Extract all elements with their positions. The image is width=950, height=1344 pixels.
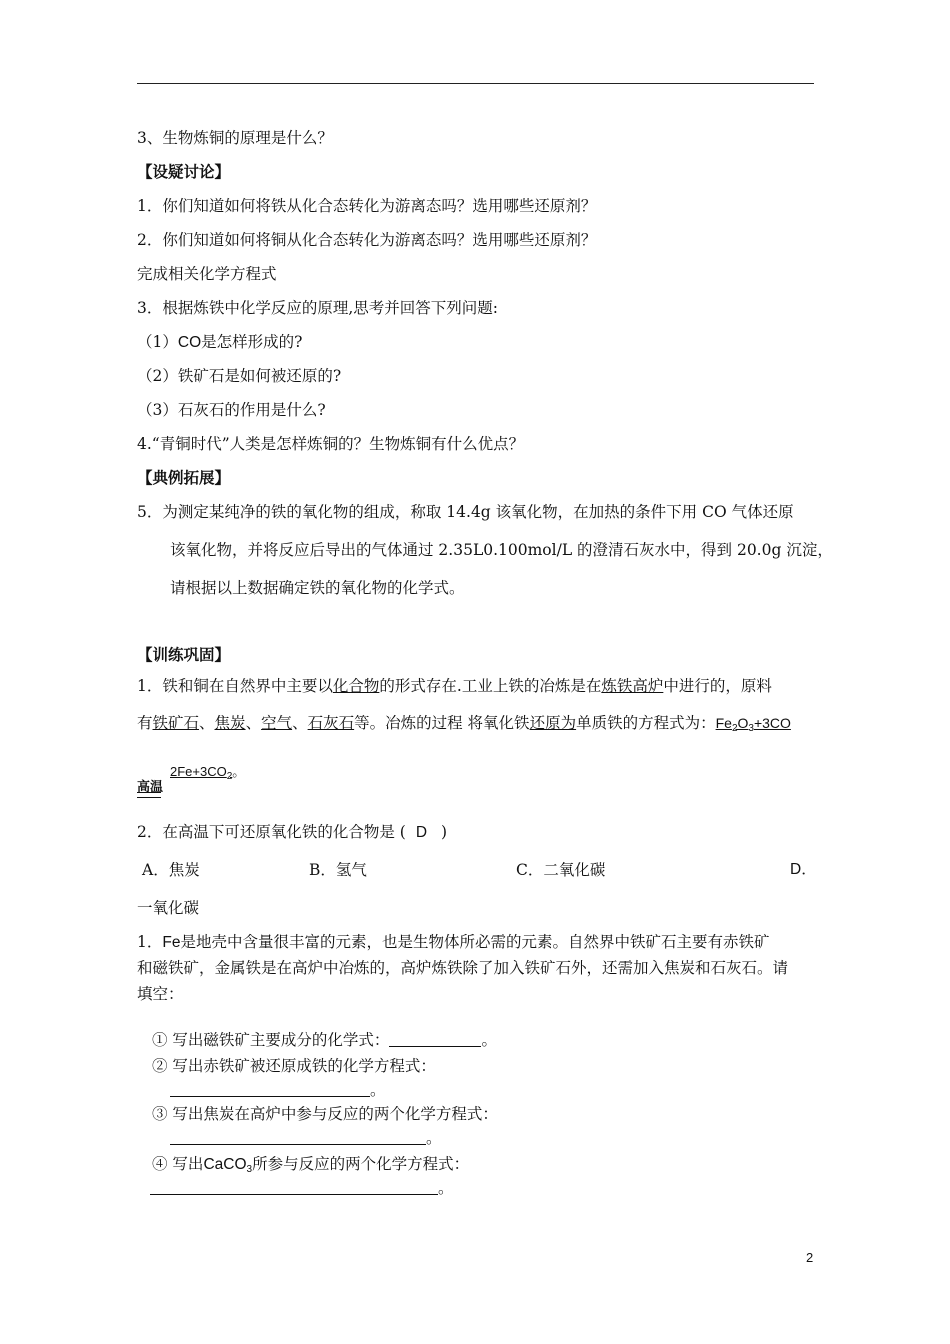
discussion-q3: 3．根据炼铁中化学反应的原理,思考并回答下列问题: (137, 299, 499, 317)
complete-equations: 完成相关化学方程式 (137, 265, 277, 283)
answer-reduce: 还原为 (529, 714, 577, 732)
answer-air: 空气 (261, 714, 293, 732)
products-underlined (170, 764, 233, 782)
eq-part: +3CO (753, 715, 791, 731)
sub-question-3-answer (170, 1128, 442, 1148)
answer-d: D (415, 824, 428, 841)
fe-symbol: Fe (162, 934, 181, 951)
section-discussion: 【设疑讨论】 (137, 162, 231, 181)
training-q2 (137, 822, 447, 843)
fe-question-line3: 填空： (137, 985, 184, 1003)
eq-part: Fe (715, 715, 732, 731)
eq-sub: 2 (731, 723, 738, 734)
t2-text: 2．在高温下可还原氧化铁的化合物是 ( (137, 823, 406, 841)
answer-coke: 焦炭 (214, 714, 246, 732)
fe-question-line2: 和磁铁矿，金属铁是在高炉中冶炼的，高炉炼铁除了加入铁矿石外，还需加入焦炭和石灰石。请 (137, 959, 789, 977)
period: 。 (426, 1129, 442, 1147)
fe-text: 是地壳中含量很丰富的元素，也是生物体所必需的元素。自然界中铁矿石主要有赤铁矿 (180, 933, 770, 951)
discussion-q3-2: （2）铁矿石是如何被还原的? (137, 367, 342, 385)
sub-question-2: ② 写出赤铁矿被还原成铁的化学方程式： (152, 1057, 436, 1075)
t1-text: 、 (245, 714, 262, 732)
discussion-q1: 1．你们知道如何将铁从化合态转化为游离态吗？选用哪些还原剂？ (137, 197, 597, 215)
answer-blank-3[interactable] (170, 1130, 426, 1145)
t1-text: 的形式存在.工业上铁的冶炼是在 (379, 677, 602, 695)
q3-1-co: CO (177, 334, 202, 351)
example5-line3: 请根据以上数据确定铁的氧化物的化学式。 (170, 579, 465, 597)
period: 。 (481, 1031, 497, 1049)
sub-question-4 (152, 1154, 469, 1175)
caco3-sub: 3 (246, 1164, 253, 1175)
caco3-formula: CaCO (203, 1156, 247, 1173)
answer-compound: 化合物 (332, 677, 380, 695)
equation-products (170, 762, 245, 782)
q3-1-prefix: （1） (137, 333, 178, 351)
sub-question-2-answer (170, 1080, 386, 1100)
discussion-q3-3: （3）石灰石的作用是什么? (137, 401, 326, 419)
example5-line2: 该氧化物，并将反应后导出的气体通过 2.35L0.100mol/L 的澄清石灰水中，得到 20.0g 沉淀， (170, 541, 833, 559)
t1-text: 、 (199, 714, 215, 732)
option-c: C．二氧化碳 (516, 861, 606, 879)
sub-question-4-answer (150, 1178, 454, 1198)
option-a: A．焦炭 (142, 861, 200, 879)
t2-text: ) (441, 823, 448, 841)
answer-blank-2[interactable] (170, 1082, 370, 1097)
answer-blast-furnace: 炼铁高炉 (601, 677, 664, 695)
training-q1-line2 (137, 713, 791, 733)
answer-iron-ore: 铁矿石 (152, 714, 200, 732)
equation-reactants (715, 715, 791, 734)
t1-text: 、 (292, 714, 308, 732)
q3-1-text: 是怎样形成的? (201, 333, 303, 351)
period: 。 (370, 1081, 386, 1099)
page-number: 2 (806, 1250, 814, 1265)
t1-text: 等。冶炼的过程 将氧化铁 (354, 714, 530, 732)
answer-blank-1[interactable] (389, 1032, 481, 1047)
t1-text: 单质铁的方程式为： (576, 714, 716, 732)
t1-text: 中进行的，原料 (663, 677, 772, 695)
discussion-q4: 4.“青铜时代”人类是怎样炼铜的？生物炼铜有什么优点？ (137, 435, 525, 453)
sub-q-text: ④ 写出 (152, 1155, 204, 1173)
t1-text: 1．铁和铜在自然界中主要以 (137, 677, 333, 695)
eq-sub: 3 (748, 723, 754, 734)
condition-high-temp: 高温 (137, 780, 164, 795)
eq-part: O (737, 715, 749, 731)
question-principle: 3、生物炼铜的原理是什么？ (137, 129, 333, 147)
discussion-q2: 2．你们知道如何将铜从化合态转化为游离态吗？选用哪些还原剂？ (137, 231, 597, 249)
t1-text: 有 (137, 714, 153, 732)
section-examples: 【典例拓展】 (137, 468, 231, 487)
eq-part: 。 (232, 764, 246, 779)
header-rule (137, 83, 814, 84)
sub-q-text: 所参与反应的两个化学方程式： (252, 1155, 470, 1173)
answer-limestone: 石灰石 (307, 714, 355, 732)
training-q1-line1 (137, 676, 772, 696)
option-b: B．氢气 (309, 861, 367, 879)
fe-question-line1 (137, 932, 769, 953)
option-d-continued: 一氧化碳 (137, 899, 200, 917)
eq-sub: 2 (226, 771, 233, 782)
example5-line1: 5．为测定某纯净的铁的氧化物的组成，称取 14.4g 该氧化物，在加热的条件下用 CO 气体还原 (137, 503, 794, 521)
fe-text: 1． (137, 933, 163, 951)
option-d: D． (790, 861, 817, 878)
discussion-q3-1 (137, 332, 302, 353)
section-training: 【训练巩固】 (137, 645, 231, 664)
sub-q-text: ① 写出磁铁矿主要成分的化学式： (152, 1031, 390, 1049)
equals-sign (137, 792, 161, 798)
period: 。 (438, 1179, 454, 1197)
eq-part: 2Fe+3CO (170, 764, 227, 779)
answer-blank-4[interactable] (150, 1180, 438, 1195)
sub-question-3: ③ 写出焦炭在高炉中参与反应的两个化学方程式： (152, 1105, 498, 1123)
sub-question-1 (152, 1030, 497, 1050)
